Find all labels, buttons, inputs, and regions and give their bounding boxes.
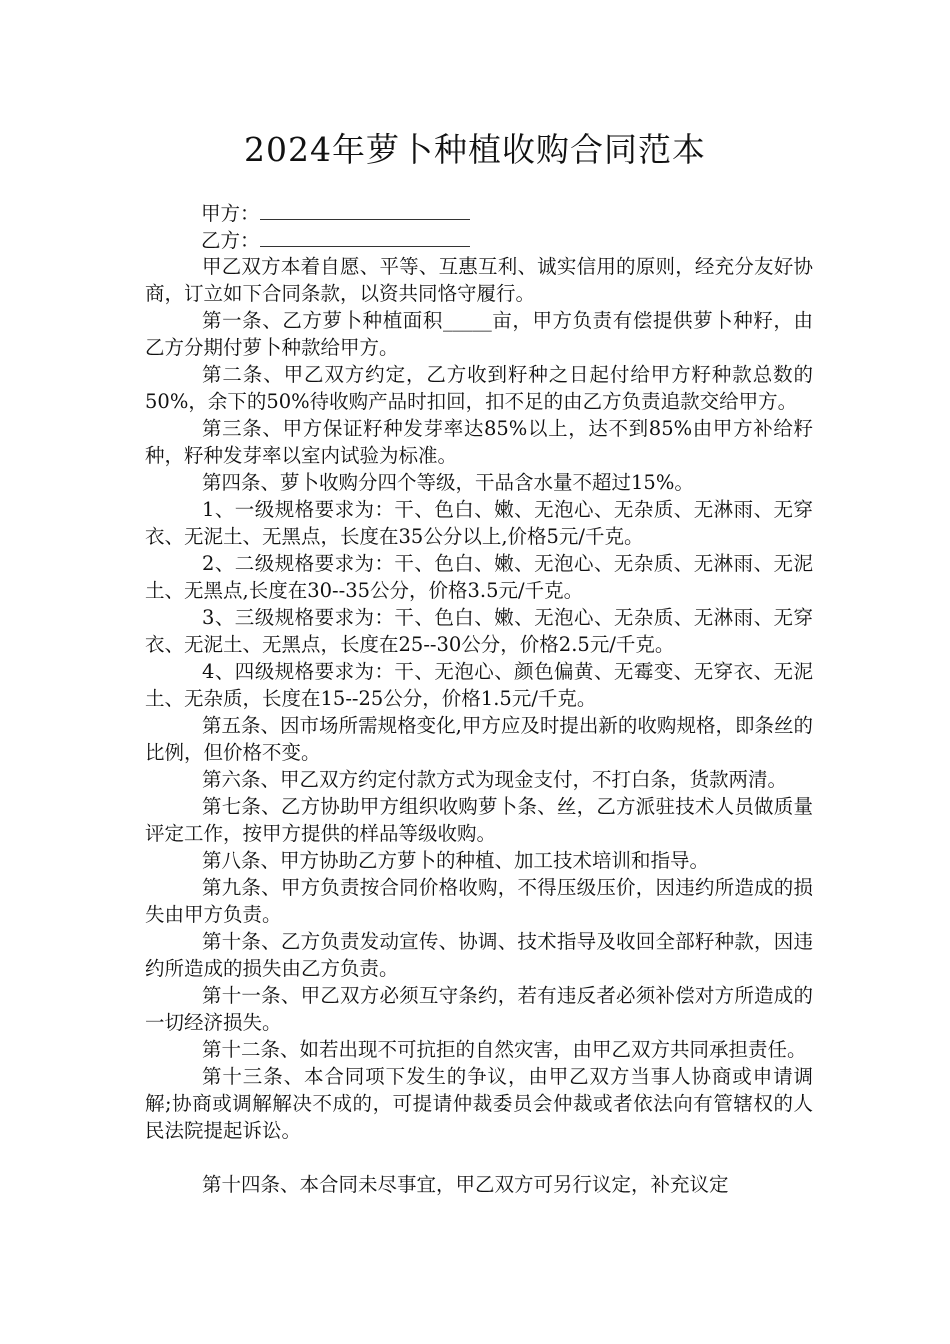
party-b-row	[145, 226, 813, 253]
grade-paragraph: 4、四级规格要求为：干、无泡心、颜色偏黄、无霉变、无穿衣、无泥土、无杂质，长度在15--25公分，价格1.5元/千克。	[145, 660, 813, 710]
clause-paragraph: 第九条、甲方负责按合同价格收购，不得压级压价，因违约所造成的损失由甲方负责。	[145, 876, 813, 926]
clause-paragraph: 第二条、甲乙双方约定，乙方收到籽种之日起付给甲方籽种款总数的50%，余下的50%待收购产品时扣回，扣不足的由乙方负责追款交给甲方。	[145, 363, 813, 413]
clause-paragraph: 第四条、萝卜收购分四个等级，干品含水量不超过15%。	[202, 471, 694, 494]
clause-paragraph: 第八条、甲方协助乙方萝卜的种植、加工技术培训和指导。	[202, 849, 710, 872]
clause-paragraph: 第七条、乙方协助甲方组织收购萝卜条、丝，乙方派驻技术人员做质量评定工作，按甲方提供的样品等级收购。	[145, 795, 813, 845]
grade-paragraph: 3、三级规格要求为：干、色白、嫩、无泡心、无杂质、无淋雨、无穿衣、无泥土、无黑点，长度在25--30公分，价格2.5元/千克。	[145, 606, 813, 656]
party-a-label: 甲方：	[201, 202, 260, 225]
clause-paragraph: 第十条、乙方负责发动宣传、协调、技术指导及收回全部籽种款，因违约所造成的损失由乙方负责。	[145, 930, 813, 980]
clause-paragraph-last: 第十四条、本合同未尽事宜，甲乙双方可另行议定，补充议定	[202, 1173, 729, 1196]
clause-paragraph: 第六条、甲乙双方约定付款方式为现金支付，不打白条，货款两清。	[202, 768, 788, 791]
clause-paragraph: 第十一条、甲乙双方必须互守条约，若有违反者必须补偿对方所造成的一切经济损失。	[145, 984, 813, 1034]
party-a-row	[145, 199, 813, 226]
party-b-label: 乙方：	[201, 229, 260, 252]
clause-paragraph: 甲乙双方本着自愿、平等、互惠互利、诚实信用的原则，经充分友好协商，订立如下合同条款，以资共同恪守履行。	[145, 255, 813, 305]
clause-paragraph: 第三条、甲方保证籽种发芽率达85%以上，达不到85%由甲方补给籽种，籽种发芽率以室内试验为标准。	[145, 417, 813, 467]
document-title: 2024年萝卜种植收购合同范本	[244, 130, 706, 169]
clause-paragraph: 第十二条、如若出现不可抗拒的自然灾害，由甲乙双方共同承担责任。	[202, 1038, 807, 1061]
paragraph-spacer	[145, 1144, 813, 1171]
grade-paragraph: 1、一级规格要求为：干、色白、嫩、无泡心、无杂质、无淋雨、无穿衣、无泥土、无黑点，长度在35公分以上,价格5元/千克。	[145, 498, 813, 548]
party-a-blank	[260, 199, 470, 220]
grade-paragraph: 2、二级规格要求为：干、色白、嫩、无泡心、无杂质、无淋雨、无泥土、无黑点,长度在30--35公分，价格3.5元/千克。	[145, 552, 813, 602]
clause-paragraph: 第五条、因市场所需规格变化,甲方应及时提出新的收购规格，即条丝的比例，但价格不变。	[145, 714, 813, 764]
contract-body	[145, 199, 813, 1198]
clause-paragraph: 第一条、乙方萝卜种植面积_____亩，甲方负责有偿提供萝卜种籽，由乙方分期付萝卜种款给甲方。	[145, 309, 813, 359]
party-b-blank	[260, 226, 470, 247]
clause-paragraph: 第十三条、本合同项下发生的争议，由甲乙双方当事人协商或申请调解;协商或调解解决不成的，可提请仲裁委员会仲裁或者依法向有管辖权的人民法院提起诉讼。	[145, 1065, 813, 1142]
